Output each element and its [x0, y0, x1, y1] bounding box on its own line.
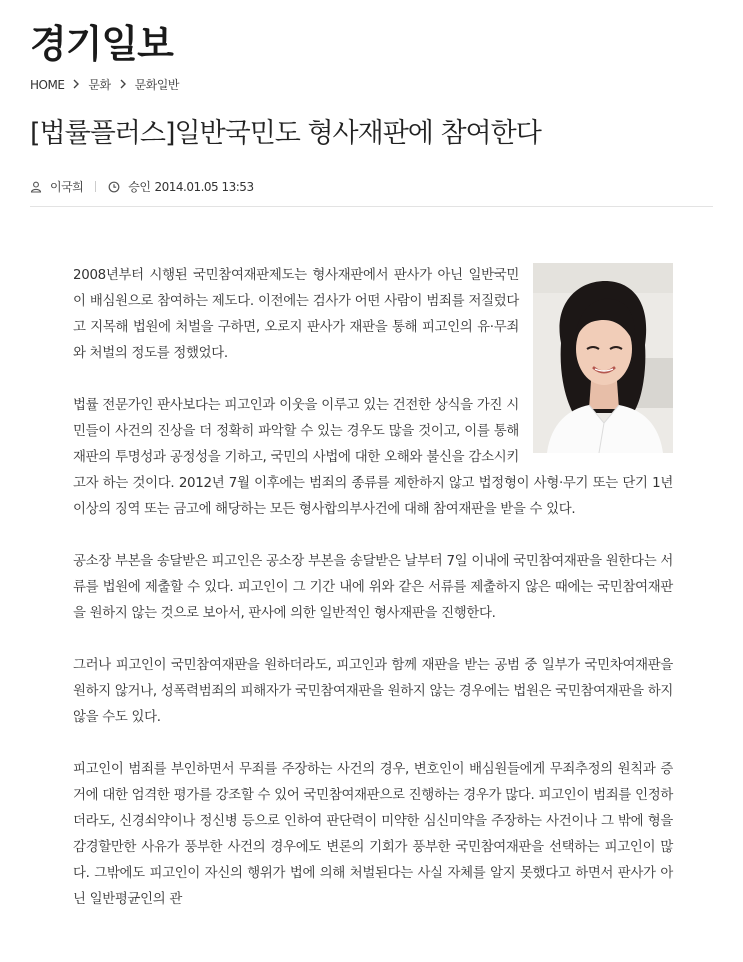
chevron-right-icon [119, 78, 127, 92]
article-paragraph: 그러나 피고인이 국민참여재판을 원하더라도, 피고인과 함께 재판을 받는 공범 중 일부가 국민차여재판을 원하지 않거나, 성폭력범죄의 피해자가 국민참여재판을 원하지 않는 경우에는 법원은 국민참여재판을 하지 않을 수도 있다. [73, 658, 673, 725]
approved-label: 승인 [128, 180, 151, 194]
article-paragraph: 2008년부터 시행된 국민참여재판제도는 형사재판에서 판사가 아닌 일반국민이 배심원으로 참여하는 제도다. 이전에는 검사가 어떤 사람이 범죄를 저질렀다고 지목해 법원에 처벌을 구하면, 오로지 판사가 재판을 통해 피고인의 유·무죄와 처벌의 정도를 정했었다. [73, 268, 519, 361]
breadcrumb [30, 76, 179, 93]
clock-icon [108, 181, 120, 193]
article-body [73, 263, 673, 939]
article-title: [법률플러스]일반국민도 형사재판에 참여한다 [30, 118, 541, 149]
article-paragraph: 법률 전문가인 판사보다는 피고인과 이웃을 이루고 있는 건전한 상식을 가진 시민들이 사건의 진상을 더 정확히 파악할 수 있는 경우도 많을 것이고, 이를 통해 재판의 투명성과 공정성을 기하고, 국민의 사법에 대한 오해와 불신을 감소시키고자 하는 것이다. 2012년 7월 이후에는 범죄의 종류를 제한하지 않고 법정형이 사형·무기 또는 단기 1년 이상의 징역 또는 금고에 해당하는 모든 형사합의부사건에 대해 참여재판을 받을 수 있다. [73, 398, 673, 517]
breadcrumb-subcategory[interactable]: 문화일반 [134, 78, 179, 92]
site-logo[interactable]: 경기일보 [30, 22, 173, 66]
article-paragraph: 피고인이 범죄를 부인하면서 무죄를 주장하는 사건의 경우, 변호인이 배심원들에게 무죄추정의 원칙과 증거에 대한 엄격한 평가를 강조할 수 있어 국민참여재판으로 진행하는 경우가 많다. 피고인이 범죄를 인정하더라도, 신경쇠약이나 정신병 등으로 인하여 판단력이 미약한 심신미약을 주장하는 사건이나 그 밖에 형을 감경할만한 사유가 풍부한 사건의 경우에도 변론의 기회가 풍부한 국민참여재판을 선택하는 피고인이 많다. 그밖에도 피고인이 자신의 행위가 법에 의해 처벌된다는 사실 자체를 알지 못했다고 하면서 판사가 아닌 일반평균인의 관 [73, 762, 673, 907]
breadcrumb-home[interactable]: HOME [30, 77, 65, 92]
author-name[interactable]: 이국희 [50, 180, 84, 194]
person-icon [30, 181, 42, 193]
article-datetime: 2014.01.05 13:53 [154, 179, 254, 194]
author-photo [533, 263, 673, 453]
article-paragraph: 공소장 부본을 송달받은 피고인은 공소장 부본을 송달받은 날부터 7일 이내에 국민참여재판을 원한다는 서류를 법원에 제출할 수 있다. 피고인이 그 기간 내에 위와 같은 서류를 제출하지 않은 때에는 국민참여재판을 원하지 않는 것으로 보아서, 판사에 의한 일반적인 형사재판을 진행한다. [73, 554, 673, 621]
breadcrumb-category[interactable]: 문화 [88, 78, 111, 92]
article-meta [30, 178, 254, 195]
header-divider [30, 206, 713, 207]
meta-divider [95, 181, 96, 192]
chevron-right-icon [72, 78, 80, 92]
